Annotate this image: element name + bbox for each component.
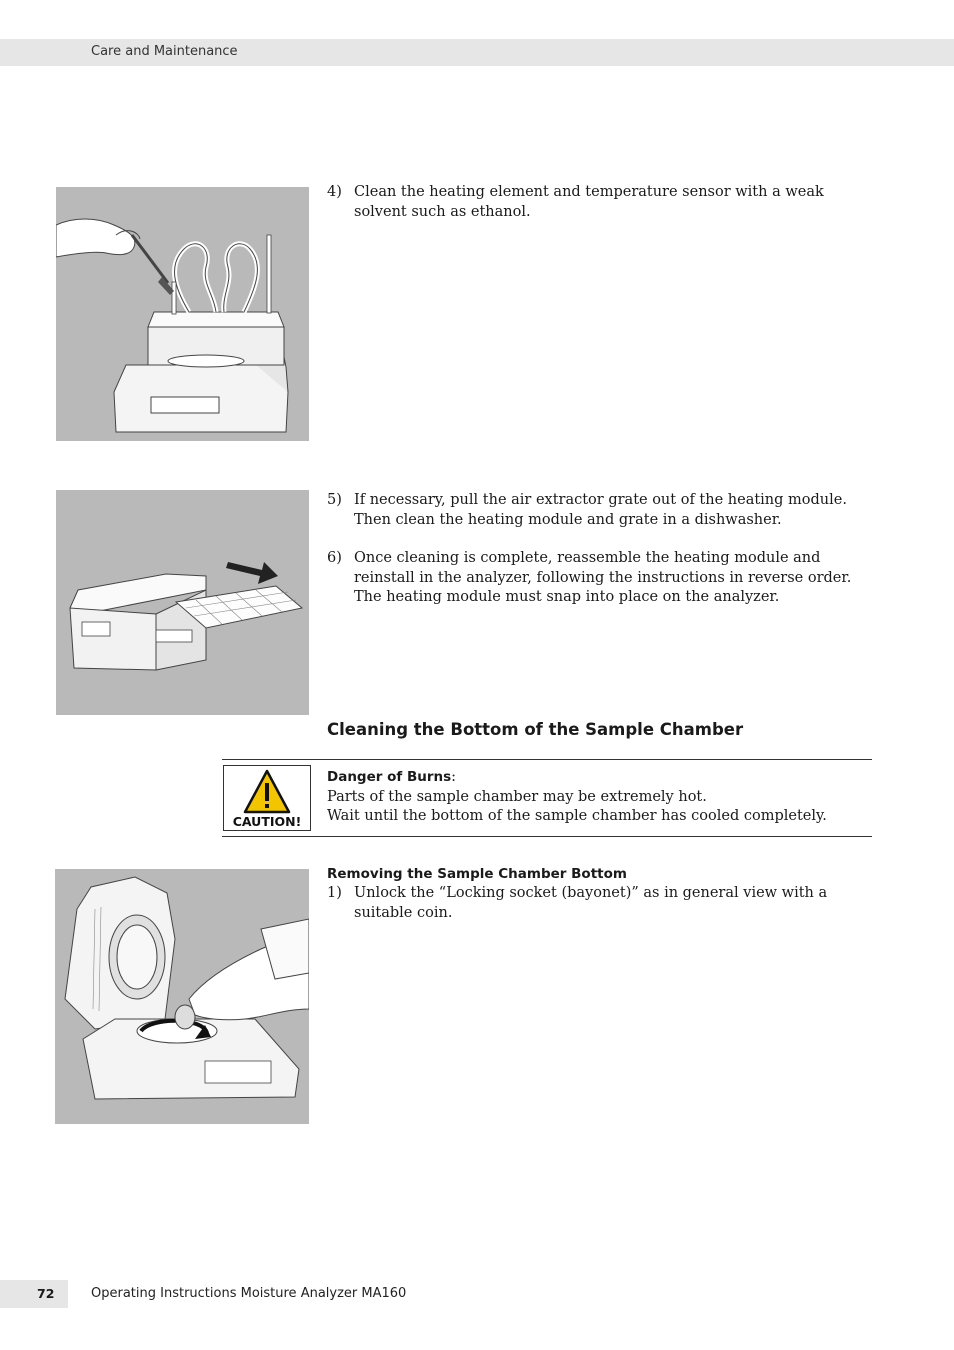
removing-heading: Removing the Sample Chamber Bottom bbox=[327, 866, 627, 882]
warning-line-1: Parts of the sample chamber may be extremely hot. bbox=[327, 788, 707, 805]
figure-clean-heating-element bbox=[56, 187, 309, 441]
step-text: Clean the heating element and temperature sensor with a weak solvent such as ethanol. bbox=[354, 184, 824, 220]
warning-top-rule bbox=[222, 759, 872, 760]
warning-title-line bbox=[327, 768, 872, 788]
step-number: 4) bbox=[327, 184, 342, 200]
page-number-box bbox=[0, 1280, 68, 1308]
page-number: 72 bbox=[37, 1286, 55, 1301]
figure-unlock-bayonet bbox=[55, 869, 309, 1124]
warning-line-2: Wait until the bottom of the sample chamber has cooled completely. bbox=[327, 808, 827, 824]
running-header bbox=[0, 39, 954, 66]
header-section-title: Care and Maintenance bbox=[91, 44, 238, 59]
warning-text bbox=[327, 768, 872, 827]
step-text: Unlock the “Locking socket (bayonet)” as in general view with a suitable coin. bbox=[354, 885, 828, 921]
step-6 bbox=[327, 549, 875, 608]
step-text: If necessary, pull the air extractor grate out of the heating module. Then clean the heating module and grate in a dishwasher. bbox=[354, 492, 847, 528]
step-text: Once cleaning is complete, reassemble the heating module and reinstall in the analyzer, following the instructions in reverse order. The heating module must snap into place on the analyzer. bbox=[354, 550, 852, 605]
arrow-right-icon bbox=[226, 562, 278, 584]
warning-title: Danger of Burns bbox=[327, 769, 452, 785]
step-number: 5) bbox=[327, 492, 342, 508]
step-number: 1) bbox=[327, 885, 342, 901]
caution-label: CAUTION! bbox=[232, 814, 302, 829]
figure-remove-grate bbox=[56, 490, 309, 715]
step-number: 6) bbox=[327, 550, 342, 566]
warning-title-colon: : bbox=[451, 769, 457, 785]
step-4 bbox=[327, 183, 875, 222]
caution-sign bbox=[223, 765, 311, 831]
footer-document-title: Operating Instructions Moisture Analyzer MA160 bbox=[91, 1286, 407, 1301]
warning-bottom-rule bbox=[222, 836, 872, 837]
removing-step-1 bbox=[327, 884, 875, 923]
warning-triangle-icon bbox=[224, 768, 310, 816]
section-title: Cleaning the Bottom of the Sample Chamber bbox=[327, 720, 744, 739]
step-5 bbox=[327, 491, 875, 530]
